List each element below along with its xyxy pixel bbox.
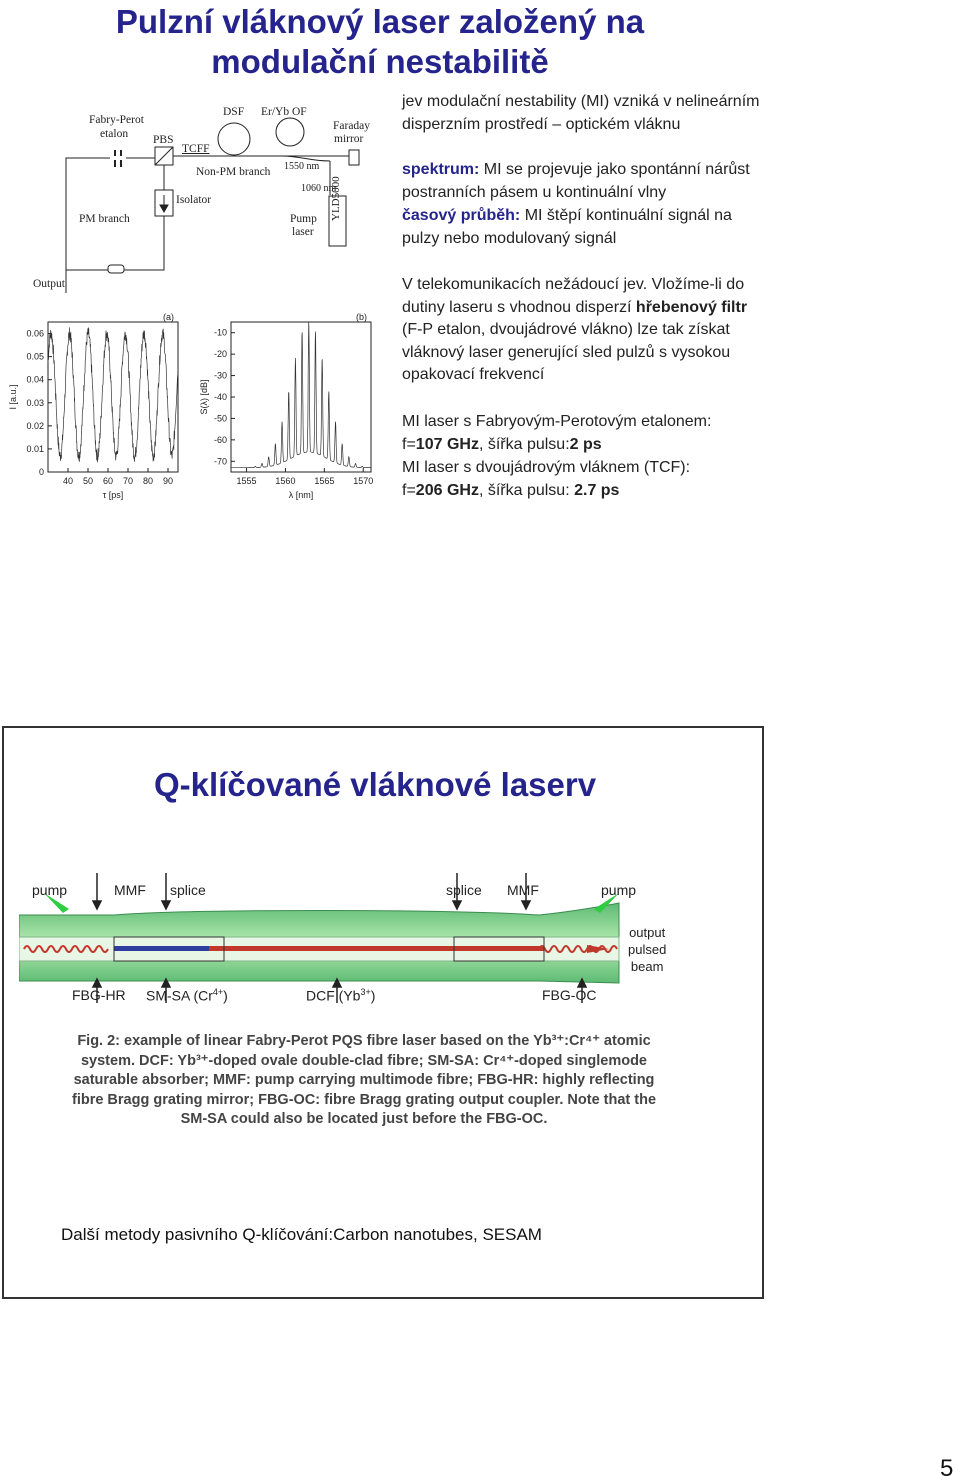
- label-pump: Pump: [290, 213, 317, 225]
- chart-a-ytick-label: 0: [38, 467, 44, 477]
- sm-sa-sup: 4+: [212, 987, 224, 997]
- para-telecom: [402, 274, 762, 387]
- chart-b-ytick-label: -10: [213, 327, 227, 338]
- label-mmf-left: MMF: [114, 882, 146, 898]
- label-laser: laser: [292, 226, 314, 238]
- chart-a-ytick-label: 0.06: [26, 328, 44, 339]
- chart-b-spectrum: [195, 310, 385, 505]
- chart-b-ytick-label: -50: [213, 413, 227, 424]
- label-yld5000: YLD5000: [330, 176, 342, 221]
- time-label: časový průběh:: [402, 207, 521, 224]
- chart-a-frame: [48, 322, 178, 472]
- caption-line-1: Fig. 2: example of linear Fabry-Perot PQS fibre laser based on the Yb³⁺:Cr⁴⁺ atomic: [77, 1033, 651, 1049]
- caption-line-5: SM-SA could also be located just before the FBG-OC.: [180, 1111, 548, 1127]
- time-text: MI štěpí kontinuální signál na pulzy nebo modulovaný signál: [402, 207, 732, 247]
- chart-a-ytick-label: 0.04: [26, 374, 44, 385]
- slide2-title: Q-klíčované vláknové laserv: [154, 766, 597, 803]
- chart-b-ylabel: S(λ) [dB]: [199, 379, 209, 415]
- label-fabry-perot: Fabry-Perot: [89, 114, 144, 126]
- para-spectrum: [402, 159, 762, 204]
- label-sm-sa: [146, 987, 228, 1004]
- chart-a-xtick-label: 40: [62, 476, 74, 486]
- chart-b-ytick-label: -30: [213, 370, 227, 381]
- chart-a-ytick-label: 0.01: [26, 443, 44, 454]
- dcf-text: DCF (Yb: [306, 987, 361, 1004]
- caption-line-2: system. DCF: Yb³⁺-doped ovale double-clad fibre; SM-SA: Cr⁴⁺-doped singlemode: [80, 1052, 647, 1069]
- label-1060nm: 1060 nm: [301, 183, 337, 194]
- caption-line-3: saturable absorber; MMF: pump carrying multimode fibre; FBG-HR: highly reflecting: [73, 1072, 655, 1088]
- output-line2: pulsed: [628, 942, 667, 957]
- mi-laser-fp: MI laser s Fabryovým-Perotovým etalonem:: [402, 413, 712, 430]
- spectrum-text: MI se projevuje jako spontánní nárůst postranních pásem u kontinuální vlny: [402, 161, 750, 201]
- output-line3: beam: [630, 959, 664, 974]
- chart-b-xtick-label: 1555: [236, 476, 257, 486]
- slide-2: [2, 726, 764, 1299]
- chart-b-xtick-label: 1560: [275, 476, 296, 486]
- slide-title-line1: Pulzní vláknový laser založený na: [115, 3, 645, 40]
- mi4-freq: 206 GHz: [415, 482, 479, 499]
- label-dsf: DSF: [223, 106, 245, 118]
- chart-a-ytick-label: 0.03: [26, 397, 44, 408]
- mi4-c: , šířka pulsu:: [478, 482, 575, 499]
- label-pump-left: pump: [32, 882, 68, 898]
- chart-a-xlabel: τ [ps]: [102, 490, 124, 500]
- dcf-end: ): [370, 987, 376, 1004]
- label-faraday: Faraday: [333, 120, 371, 132]
- chart-b-ytick-label: -40: [213, 392, 227, 402]
- chart-b-ytick-label: -60: [213, 434, 227, 445]
- chart-a-xtick-label: 50: [82, 476, 94, 486]
- chart-b-xlabel: λ [nm]: [288, 490, 314, 500]
- chart-a-autocorrelation: [0, 310, 200, 505]
- chart-b-xtick-label: 1570: [353, 476, 374, 486]
- mi4-width: 2.7 ps: [574, 482, 620, 499]
- label-output: Output: [33, 278, 65, 290]
- sm-sa-end: ): [223, 987, 228, 1004]
- label-nonpm-branch: Non-PM branch: [196, 166, 271, 178]
- chart-a-series-line: [48, 327, 178, 462]
- mi2-width: 2 ps: [569, 436, 602, 453]
- chart-b-panel-label: (b): [356, 312, 367, 322]
- mi-laser-tcf: MI laser s dvoujádrovým vláknem (TCF):: [402, 459, 691, 476]
- page-number: 5: [940, 1455, 954, 1482]
- chart-a-ytick-label: 0.02: [26, 420, 44, 431]
- label-mmf-right: MMF: [507, 882, 539, 898]
- label-output-beam: [628, 924, 666, 975]
- chart-a-ylabel: I [a.u.]: [8, 384, 18, 410]
- label-splice-left: splice: [170, 882, 206, 898]
- dcf-sup: 3+: [360, 987, 371, 997]
- para-mi-intro: jev modulační nestability (MI) vzniká v nelineárním disperzním prostředí – optickém vláknu: [402, 93, 760, 133]
- output-line1: output: [629, 925, 666, 940]
- chart-b-ytick-label: -70: [213, 456, 227, 467]
- label-mirror: mirror: [334, 133, 364, 145]
- label-pm-branch: PM branch: [79, 213, 130, 225]
- label-fbg-oc: FBG-OC: [542, 987, 597, 1003]
- caption-line-4: fibre Bragg grating mirror; FBG-OC: fibre Bragg grating output coupler. Note that the: [71, 1091, 657, 1108]
- para3-keyword: hřebenový filtr: [635, 298, 748, 316]
- chart-b-series-line: [231, 323, 371, 468]
- label-dcf: [306, 987, 375, 1004]
- sm-sa-text: SM-SA (Cr: [146, 987, 213, 1004]
- figure-caption: [44, 1032, 684, 1130]
- chart-a-panel-label: (a): [163, 312, 174, 322]
- mi2-a: f=: [402, 436, 416, 453]
- para3-post: (F-P etalon, dvoujádrové vlákno) lze tak získat vláknový laser generující sled pulzů s vysokou opakovací frekvencí: [402, 321, 731, 383]
- chart-b-xtick-label: 1565: [314, 476, 335, 486]
- slide2-footer-text: Další metody pasivního Q-klíčování:Carbon nanotubes, SESAM: [61, 1225, 542, 1244]
- chart-a-xtick-label: 80: [142, 476, 154, 486]
- sm-sa-segment: [114, 946, 209, 951]
- chart-a-xtick-label: 60: [102, 476, 114, 486]
- mi4-a: f=: [402, 482, 416, 499]
- label-isolator: Isolator: [176, 194, 212, 206]
- chart-a-xtick-label: 70: [122, 476, 134, 486]
- slide-title-line2: modulační nestabilitě: [211, 43, 549, 80]
- chart-a-ytick-label: 0.05: [26, 351, 44, 362]
- mi2-freq: 107 GHz: [415, 436, 479, 453]
- label-splice-right: splice: [446, 882, 482, 898]
- para-time: [402, 205, 762, 250]
- label-tcff: TCFF: [182, 143, 210, 155]
- mi-laser-tcf-values: [402, 480, 762, 503]
- label-pump-right: pump: [601, 882, 637, 898]
- mi-laser-fp-values: [402, 434, 762, 457]
- spectrum-label: spektrum:: [402, 161, 480, 178]
- chart-b-frame: [231, 322, 371, 472]
- mi2-c: , šířka pulsu:: [478, 436, 570, 453]
- label-er-yb-of: Er/Yb OF: [261, 106, 307, 118]
- chart-a-xtick-label: 90: [162, 476, 174, 486]
- label-fbg-hr: FBG-HR: [72, 987, 126, 1003]
- chart-b-ytick-label: -20: [213, 349, 227, 360]
- label-pbs: PBS: [153, 134, 174, 146]
- label-etalon: etalon: [100, 128, 129, 140]
- label-1550nm: 1550 nm: [284, 161, 320, 172]
- para3-pre: V telekomunikacích nežádoucí jev. Vložíme-li do dutiny laseru s vhodnou disperzí: [402, 276, 745, 316]
